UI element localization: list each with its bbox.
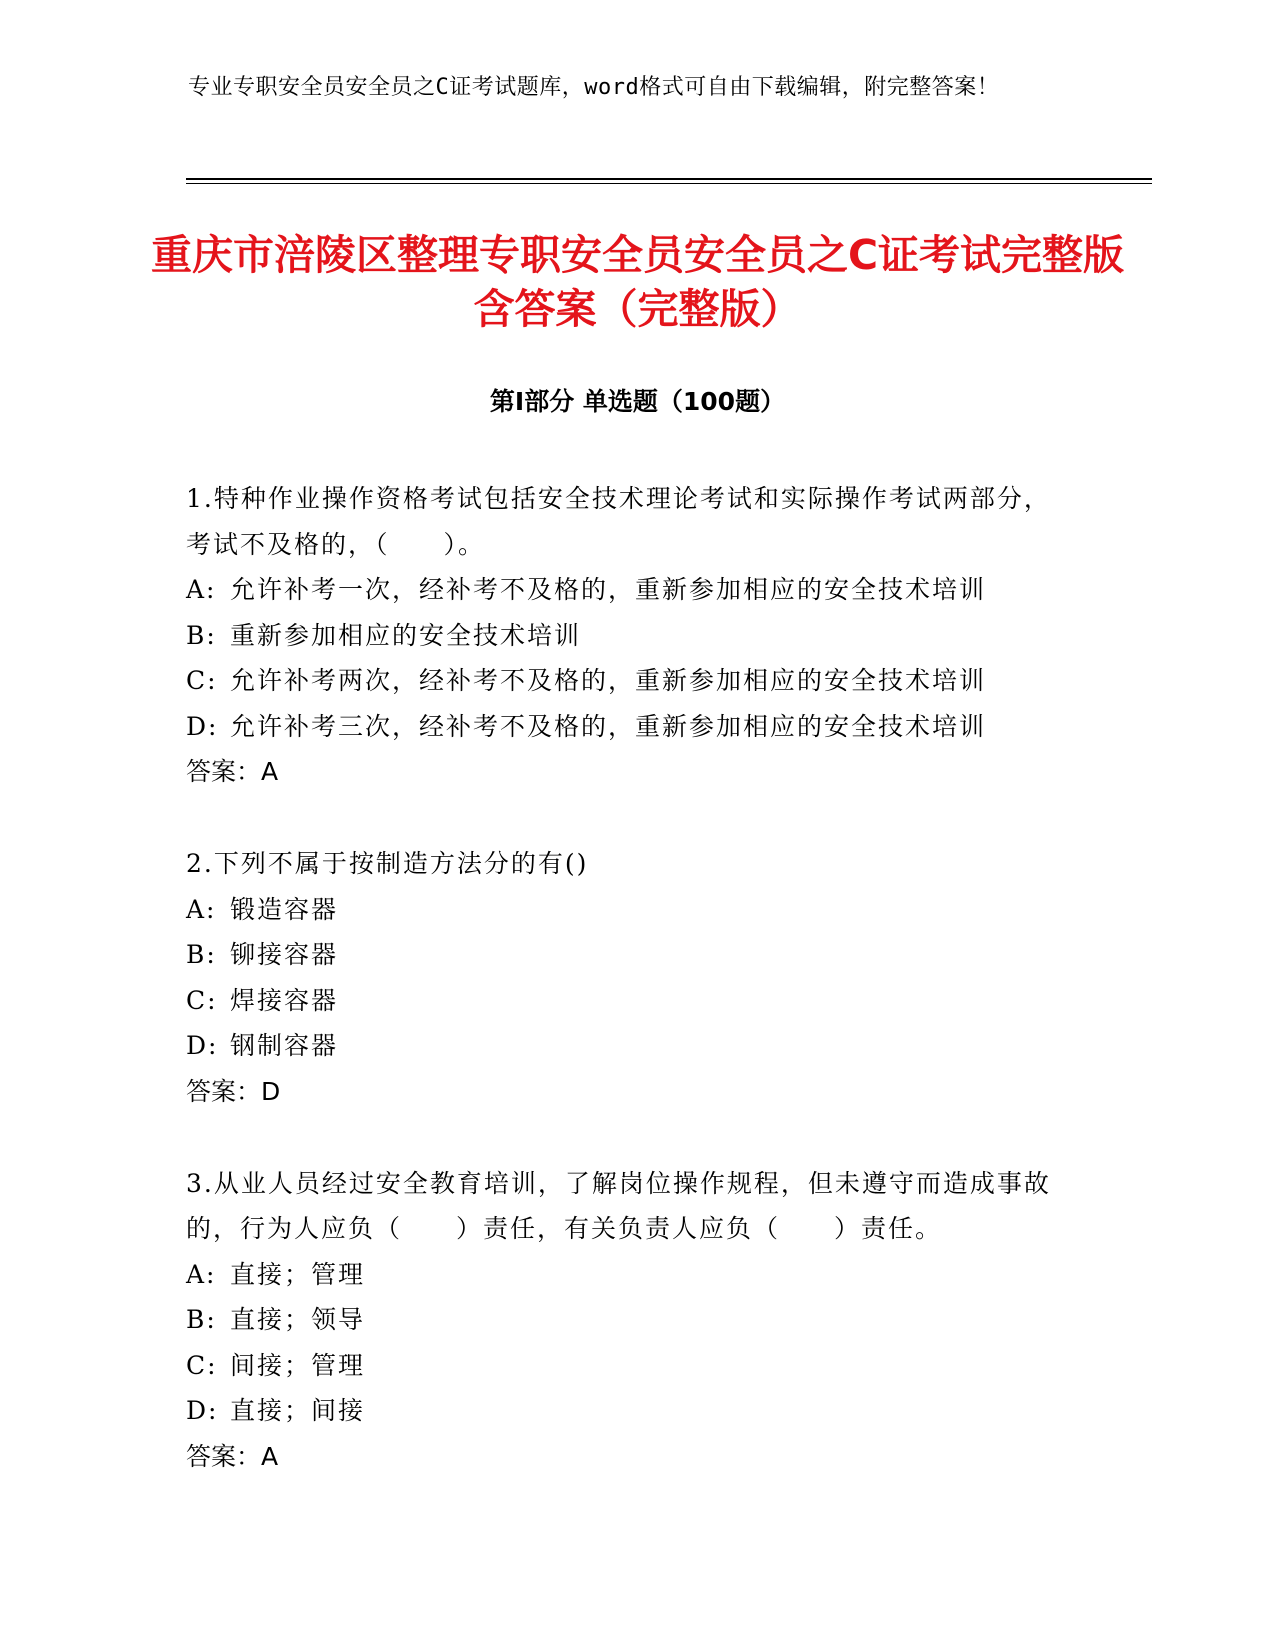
option-c: [186, 978, 1066, 1024]
option-key: A:: [186, 894, 217, 924]
option-d: [186, 1023, 1066, 1069]
option-text: 允许补考两次，经补考不及格的，重新参加相应的安全技术培训: [230, 666, 987, 695]
option-key: C:: [186, 666, 218, 695]
question-item: [186, 841, 1066, 1114]
answer-line: 答案：D: [186, 1076, 281, 1106]
option-text: 铆接容器: [230, 940, 339, 969]
option-b: [186, 1297, 1066, 1343]
option-a: [186, 1252, 1066, 1298]
option-key: D:: [186, 1031, 219, 1060]
option-text: 间接；管理: [230, 1350, 366, 1380]
option-key: B:: [186, 620, 217, 650]
option-text: 钢制容器: [230, 1031, 339, 1060]
question-item: [186, 476, 1066, 794]
option-c: [186, 658, 1066, 704]
option-text: 焊接容器: [230, 985, 339, 1015]
question-item: [186, 1161, 1066, 1479]
document-title: 重庆市涪陵区整理专职安全员安全员之C证考试完整版含答案（完整版）: [150, 231, 1125, 333]
option-d: [186, 704, 1066, 750]
header-rule-thin: [186, 183, 1152, 184]
option-key: C:: [186, 985, 218, 1015]
option-d: [186, 1388, 1066, 1434]
answer-line: 答案：A: [186, 757, 279, 786]
option-text: 锻造容器: [230, 894, 339, 924]
question-stem: 1.特种作业操作资格考试包括安全技术理论考试和实际操作考试两部分，考试不及格的，（ ）。: [186, 484, 1051, 559]
option-key: A:: [186, 575, 217, 604]
question-stem: 2.下列不属于按制造方法分的有(): [186, 849, 589, 878]
option-c: [186, 1343, 1066, 1389]
question-list: [186, 476, 1066, 1526]
option-key: B:: [186, 940, 217, 969]
option-text: 直接；管理: [230, 1259, 366, 1289]
option-a: [186, 887, 1066, 933]
option-key: A:: [186, 1259, 217, 1289]
option-key: D:: [186, 711, 219, 741]
option-b: [186, 932, 1066, 978]
option-text: 直接；间接: [230, 1396, 366, 1425]
section-heading: 第Ⅰ部分 单选题（100题）: [489, 387, 786, 416]
option-text: 直接；领导: [230, 1305, 366, 1334]
option-key: D:: [186, 1396, 219, 1425]
option-text: 重新参加相应的安全技术培训: [230, 620, 582, 650]
option-key: B:: [186, 1305, 217, 1334]
option-text: 允许补考一次，经补考不及格的，重新参加相应的安全技术培训: [230, 575, 987, 604]
answer-line: 答案：A: [186, 1441, 279, 1471]
question-stem: 3.从业人员经过安全教育培训，了解岗位操作规程，但未遵守而造成事故的，行为人应负（ ）责任，有关负责人应负（ ）责任。: [186, 1168, 1051, 1243]
option-b: [186, 613, 1066, 659]
option-text: 允许补考三次，经补考不及格的，重新参加相应的安全技术培训: [230, 711, 987, 741]
option-key: C:: [186, 1350, 218, 1380]
option-a: [186, 567, 1066, 613]
header-note: 专业专职安全员安全员之C证考试题库，word格式可自由下载编辑，附完整答案！: [188, 75, 1000, 100]
header-rule-thick: [186, 178, 1152, 180]
